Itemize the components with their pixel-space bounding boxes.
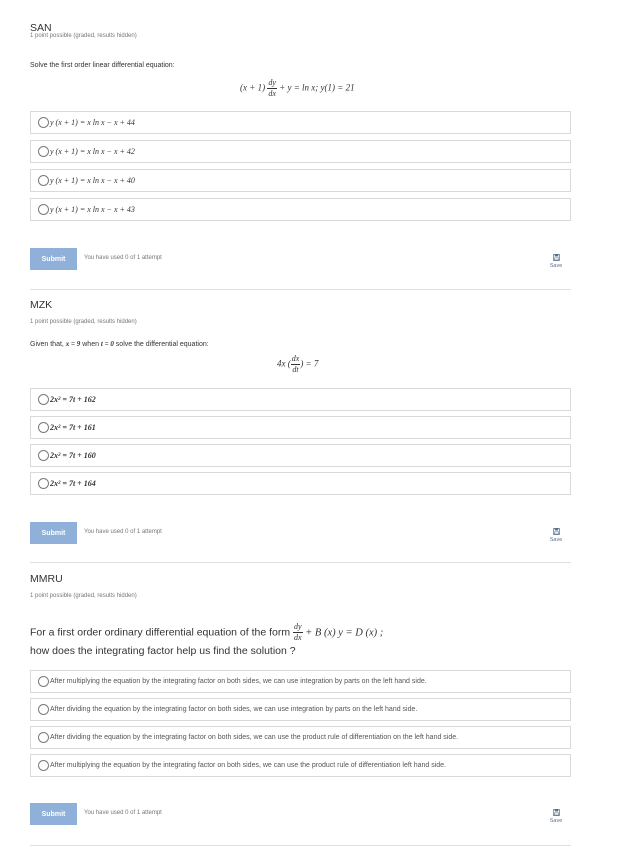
choice-option[interactable]	[30, 754, 571, 777]
choice-label: y (x + 1) = x ln x − x + 43	[50, 205, 135, 214]
choice-label: y (x + 1) = x ln x − x + 40	[50, 176, 135, 185]
prompt-text: Given that,	[30, 341, 66, 348]
radio-button[interactable]	[38, 394, 49, 405]
choice-label: 2x² = 7t + 161	[50, 423, 96, 432]
save-button[interactable]	[546, 254, 566, 269]
problem-mmru	[30, 563, 571, 854]
submit-button[interactable]: Submit	[30, 248, 77, 270]
radio-button[interactable]	[38, 175, 49, 186]
choice-option[interactable]	[30, 416, 571, 439]
choice-label: 2x² = 7t + 162	[50, 395, 96, 404]
choice-label: After dividing the equation by the integrating factor on both sides, we can use the product rule of differentiation on the left hand side.	[50, 734, 459, 741]
choice-label: 2x² = 7t + 160	[50, 451, 96, 460]
problem-title: MZK	[30, 299, 53, 311]
save-label: Save	[549, 263, 563, 269]
equation-right: + B (x) y = D (x) ;	[302, 627, 384, 639]
prompt-text: For a first order ordinary differential equation of the form	[30, 626, 294, 639]
problem-mzk	[30, 290, 571, 563]
equation-fraction	[291, 355, 301, 374]
choice-option[interactable]	[30, 198, 571, 221]
radio-button[interactable]	[38, 117, 49, 128]
save-label: Save	[549, 818, 563, 824]
choice-label: 2x² = 7t + 164	[50, 479, 96, 488]
radio-button[interactable]	[38, 204, 49, 215]
choice-label: y (x + 1) = x ln x − x + 42	[50, 147, 135, 156]
fraction-numerator: dy	[294, 622, 302, 631]
section-divider	[30, 845, 571, 846]
prompt-text: solve the differential equation:	[113, 341, 209, 348]
choice-option[interactable]	[30, 444, 571, 467]
problem-meta: 1 point possible (graded, results hidden)	[30, 33, 137, 39]
choice-label: After dividing the equation by the integrating factor on both sides, we can use integration by parts on the left hand side.	[50, 706, 418, 713]
prompt-line	[30, 623, 383, 642]
fraction-denominator: dx	[294, 633, 302, 642]
submit-button[interactable]: Submit	[30, 522, 77, 544]
problem-prompt: Solve the first order linear differential equation:	[30, 62, 175, 69]
prompt-text: how does the integrating factor help us find the solution ?	[30, 645, 296, 658]
fraction-numerator: dx	[291, 354, 300, 363]
problem-title: MMRU	[30, 573, 63, 585]
problem-title: SAN	[30, 22, 52, 34]
choice-option[interactable]	[30, 670, 571, 693]
problem-prompt	[30, 623, 383, 660]
choice-option[interactable]	[30, 111, 571, 134]
radio-button[interactable]	[38, 676, 49, 687]
equation-fraction	[293, 623, 303, 642]
problem-meta: 1 point possible (graded, results hidden)	[30, 319, 137, 325]
floppy-disk-icon	[553, 809, 560, 816]
equation-right: ) = 7	[300, 358, 319, 369]
prompt-text: when	[80, 341, 101, 348]
equation-right: + y = ln x; y(1) = 21	[279, 82, 355, 93]
choice-option[interactable]	[30, 472, 571, 495]
radio-button[interactable]	[38, 450, 49, 461]
radio-button[interactable]	[38, 760, 49, 771]
radio-button[interactable]	[38, 478, 49, 489]
prompt-math-t: t = 0	[100, 340, 114, 348]
save-label: Save	[549, 537, 563, 543]
attempts-text: You have used 0 of 1 attempt	[84, 529, 162, 535]
radio-button[interactable]	[38, 146, 49, 157]
choice-label: After multiplying the equation by the integrating factor on both sides, we can use the product rule of differentiation left hand side.	[50, 762, 447, 769]
problem-equation	[240, 79, 355, 98]
save-button[interactable]	[546, 528, 566, 543]
choice-option[interactable]	[30, 698, 571, 721]
radio-button[interactable]	[38, 422, 49, 433]
radio-button[interactable]	[38, 704, 49, 715]
fraction-denominator: dx	[268, 89, 276, 98]
radio-button[interactable]	[38, 732, 49, 743]
choice-option[interactable]	[30, 140, 571, 163]
equation-left: 4x (	[277, 358, 291, 369]
choice-option[interactable]	[30, 388, 571, 411]
problem-meta: 1 point possible (graded, results hidden)	[30, 593, 137, 599]
equation-fraction	[267, 79, 277, 98]
submit-button[interactable]: Submit	[30, 803, 77, 825]
floppy-disk-icon	[553, 528, 560, 535]
problem-san	[30, 0, 571, 290]
problem-prompt	[30, 340, 209, 348]
floppy-disk-icon	[553, 254, 560, 261]
choice-label: y (x + 1) = x ln x − x + 44	[50, 118, 135, 127]
attempts-text: You have used 0 of 1 attempt	[84, 810, 162, 816]
choice-label: After multiplying the equation by the integrating factor on both sides, we can use integration by parts on the left hand side.	[50, 678, 427, 685]
choice-option[interactable]	[30, 726, 571, 749]
save-button[interactable]	[546, 809, 566, 824]
choice-option[interactable]	[30, 169, 571, 192]
attempts-text: You have used 0 of 1 attempt	[84, 255, 162, 261]
prompt-math-x: x = 9	[65, 340, 81, 348]
fraction-numerator: dy	[268, 78, 276, 87]
problem-equation	[277, 355, 318, 374]
equation-left: (x + 1)	[240, 82, 266, 93]
fraction-denominator: dt	[292, 365, 299, 374]
